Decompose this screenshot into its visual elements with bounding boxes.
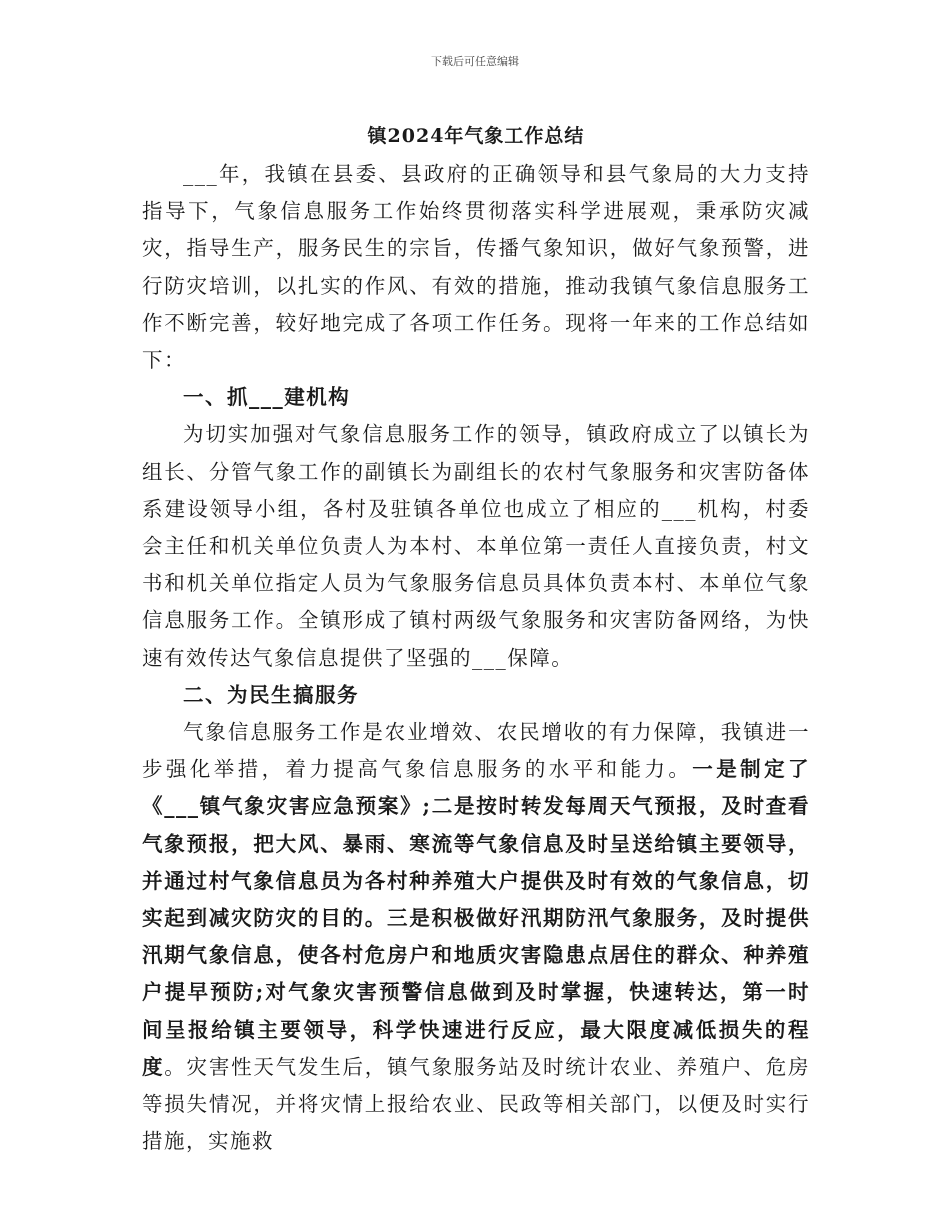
- section-2-paragraph: [142, 714, 810, 1160]
- document-body: [142, 118, 810, 1160]
- page-header: 下载后可任意编辑: [431, 55, 519, 68]
- section-1-heading: 一、抓___建机构: [183, 385, 351, 410]
- document-title: 镇2024年气象工作总结: [367, 125, 585, 147]
- section-2-heading: 二、为民生搞服务: [183, 682, 359, 707]
- section-2-text-bold: 一是制定了《___镇气象灾害应急预案》;二是按时转发每周天气预报，及时查看气象预报，把大风、暴雨、寒流等气象信息及时呈送给镇主要领导，并通过村气象信息员为各村种养殖大户提供及时有效的气象信息，切实起到减灾防灾的目的。三是积极做好汛期防汛气象服务，及时提供汛期气象信息，使各村危房户和地质灾害隐患点居住的群众、种养殖户提早预防;对气象灾害预警信息做到及时掌握，快速转达，第一时间呈报给镇主要领导，科学快速进行反应，最大限度减低损失的程度: [142, 757, 811, 1079]
- section-1-paragraph: 为切实加强对气象信息服务工作的领导，镇政府成立了以镇长为组长、分管气象工作的副镇长为副组长的农村气象服务和灾害防备体系建设领导小组，各村及驻镇各单位也成立了相应的___机构，村委会主任和机关单位负责人为本村、本单位第一责任人直接负责，村文书和机关单位指定人员为气象服务信息员具体负责本村、本单位气象信息服务工作。全镇形成了镇村两级气象服务和灾害防备网络，为快速有效传达气象信息提供了坚强的___保障。: [142, 422, 810, 670]
- intro-paragraph: ___年，我镇在县委、县政府的正确领导和县气象局的大力支持指导下，气象信息服务工作始终贯彻落实科学进展观，秉承防灾减灾，指导生产，服务民生的宗旨，传播气象知识，做好气象预警，进行防灾培训，以扎实的作风、有效的措施，推动我镇气象信息服务工作不断完善，较好地完成了各项工作任务。现将一年来的工作总结如下：: [142, 162, 810, 373]
- section-2-text-end: 。灾害性天气发生后，镇气象服务站及时统计农业、养殖户、危房等损失情况，并将灾情上报给农业、民政等相关部门，以便及时实行措施，实施救: [142, 1054, 811, 1154]
- section-2-text-start: 气象信息服务工作是农业增效、农民增收的有力保障，我镇进一步强化举措，着力提高气象信息服务的水平和能力。: [142, 720, 810, 782]
